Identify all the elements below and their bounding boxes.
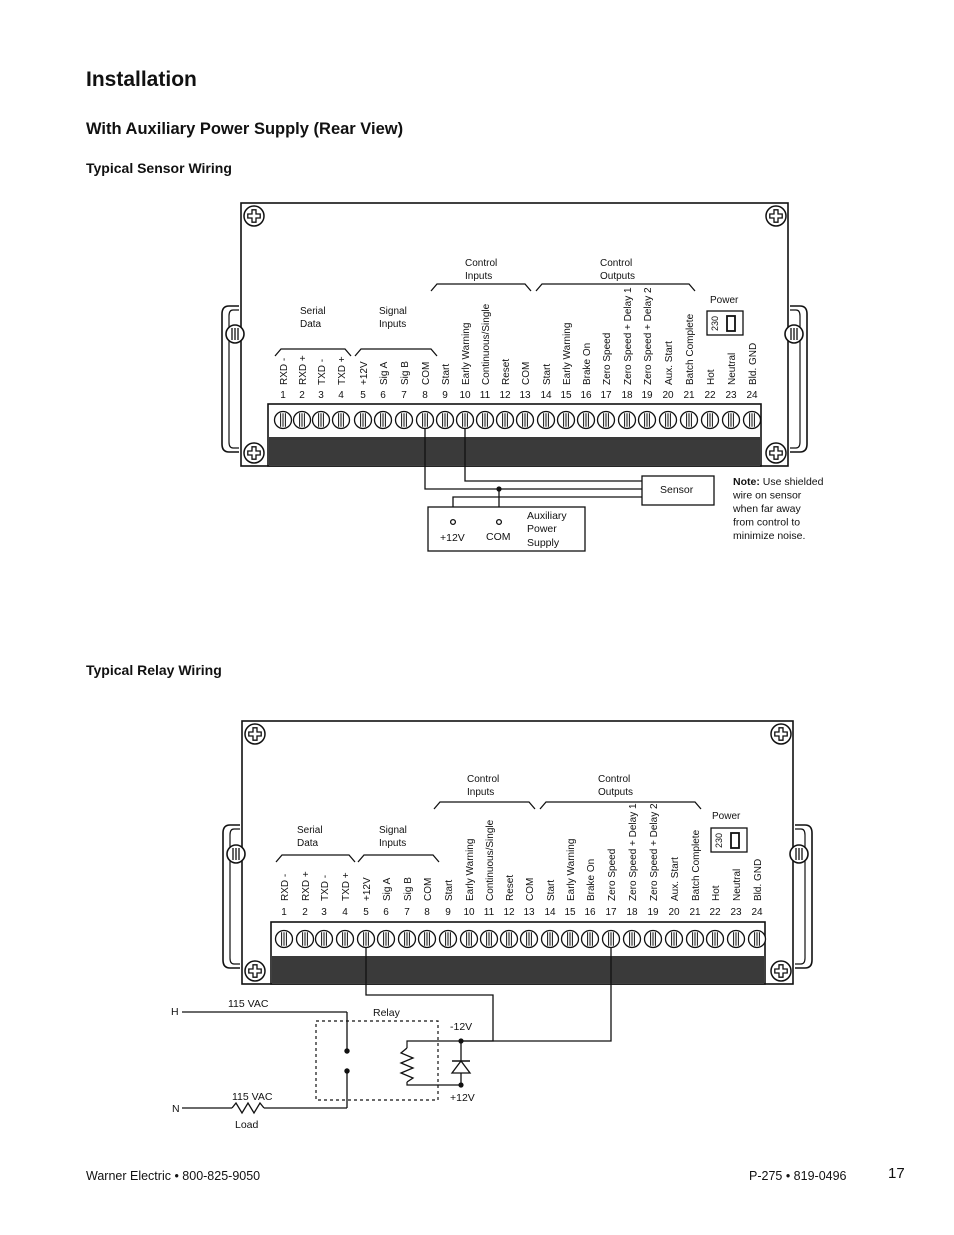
terminal-label-24: Bld. GND (748, 342, 759, 385)
terminal-number-10: 10 (463, 907, 475, 918)
terminal-number-5: 5 (363, 907, 369, 918)
terminal-label-19: Zero Speed + Delay 2 (649, 803, 660, 901)
terminal-number-18: 18 (621, 390, 633, 401)
terminal-label-16: Brake On (586, 858, 597, 901)
label-115vac-top: 115 VAC (228, 998, 269, 1010)
supply-label-supply: Supply (527, 537, 560, 549)
group-label-inputs: Inputs (379, 838, 407, 849)
terminal-label-13: COM (521, 361, 532, 385)
terminal-number-23: 23 (730, 907, 742, 918)
supply-label-auxiliary: Auxiliary (527, 510, 567, 522)
voltage-selector-label: 230 (714, 832, 724, 848)
terminal-number-19: 19 (641, 390, 653, 401)
page-subtitle: With Auxiliary Power Supply (Rear View) (86, 120, 404, 138)
terminal-block-base (272, 956, 764, 983)
terminal-number-5: 5 (360, 390, 366, 401)
terminal-number-13: 13 (523, 907, 535, 918)
terminal-number-11: 11 (483, 907, 495, 918)
terminal-label-15: Early Warning (562, 322, 573, 385)
terminal-label-14: Start (546, 879, 557, 901)
group-label-control-in: Control (465, 258, 498, 269)
terminal-number-4: 4 (342, 907, 348, 918)
terminal-number-24: 24 (751, 907, 763, 918)
terminal-label-2: RXD + (298, 355, 309, 385)
terminal-label-12: Reset (501, 358, 512, 385)
group-label-control-outputs: Outputs (600, 271, 636, 282)
junction-plus12 (458, 1082, 463, 1087)
label-plus12: +12V (450, 1092, 475, 1104)
terminal-label-5: +12V (359, 361, 370, 385)
group-label-control-outputs: Outputs (598, 787, 634, 798)
terminal-label-17: Zero Speed (607, 848, 618, 901)
terminal-label-8: COM (423, 877, 434, 901)
page-number: 17 (888, 1165, 905, 1182)
terminal-label-11: Continuous/Single (481, 303, 492, 385)
terminal-label-1: RXD - (280, 873, 291, 901)
terminal-number-9: 9 (442, 390, 448, 401)
group-label-control-in: Control (467, 774, 500, 785)
group-label-control-inputs: Inputs (467, 787, 495, 798)
terminal-label-17: Zero Speed (602, 332, 613, 385)
terminal-label-10: Early Warning (461, 322, 472, 385)
terminal-number-8: 8 (424, 907, 430, 918)
terminal-label-23: Neutral (732, 868, 743, 901)
terminal-label-3: TXD - (320, 874, 331, 901)
label-115vac-bottom: 115 VAC (232, 1091, 273, 1103)
terminal-label-3: TXD - (317, 358, 328, 385)
terminal-label-7: Sig B (403, 877, 414, 901)
page-title: Installation (86, 68, 197, 91)
terminal-number-22: 22 (704, 390, 716, 401)
terminal-label-6: Sig A (379, 361, 390, 385)
footer-document-id: P-275 • 819-0496 (749, 1169, 847, 1183)
group-label-control-inputs: Inputs (465, 271, 493, 282)
terminal-label-21: Batch Complete (691, 829, 702, 901)
note-text: Use shielded (759, 476, 824, 488)
terminal-label-22: Hot (711, 885, 722, 901)
relay-label: Relay (373, 1007, 400, 1019)
terminal-number-2: 2 (299, 390, 305, 401)
terminal-label-21: Batch Complete (685, 313, 696, 385)
terminal-label-9: Start (441, 363, 452, 385)
terminal-number-6: 6 (380, 390, 386, 401)
terminal-number-21: 21 (683, 390, 695, 401)
relay-coil (401, 1048, 413, 1082)
terminal-label-4: TXD + (337, 356, 348, 385)
group-label-inputs: Inputs (379, 319, 407, 330)
label-h: H (171, 1006, 179, 1018)
load-resistor (232, 1103, 264, 1113)
note-line-5: minimize noise. (733, 530, 806, 542)
terminal-number-13: 13 (519, 390, 531, 401)
terminal-number-20: 20 (668, 907, 680, 918)
group-label-data: Data (297, 838, 319, 849)
sensor-label: Sensor (660, 484, 694, 496)
terminal-number-19: 19 (647, 907, 659, 918)
terminal-label-4: TXD + (341, 872, 352, 901)
note-line-2: wire on sensor (733, 489, 802, 502)
label-minus12: -12V (450, 1021, 473, 1033)
supply-label-power: Power (527, 523, 557, 535)
terminal-label-10: Early Warning (465, 838, 476, 901)
terminal-label-15: Early Warning (566, 838, 577, 901)
group-label-data: Data (300, 319, 322, 330)
terminal-number-23: 23 (725, 390, 737, 401)
terminal-number-15: 15 (564, 907, 576, 918)
supply-label-com: COM (486, 531, 511, 543)
terminal-label-11: Continuous/Single (485, 819, 496, 901)
terminal-number-15: 15 (560, 390, 572, 401)
terminal-number-1: 1 (280, 390, 286, 401)
terminal-number-9: 9 (445, 907, 451, 918)
section-heading-relay: Typical Relay Wiring (86, 662, 222, 678)
terminal-label-23: Neutral (727, 352, 738, 385)
note-line-4: from control to (733, 516, 801, 529)
terminal-number-1: 1 (281, 907, 287, 918)
group-label-serial: Serial (297, 825, 323, 836)
terminal-label-14: Start (542, 363, 553, 385)
terminal-number-24: 24 (746, 390, 758, 401)
terminal-number-12: 12 (503, 907, 515, 918)
terminal-number-7: 7 (401, 390, 407, 401)
group-label-signal: Signal (379, 825, 407, 836)
terminal-label-9: Start (444, 879, 455, 901)
voltage-selector-toggle (731, 833, 739, 848)
relay-box (316, 1021, 438, 1100)
label-load: Load (235, 1119, 259, 1131)
wire-coil-bottom (407, 1082, 438, 1085)
note-line-3: when far away (733, 503, 801, 515)
terminal-label-12: Reset (505, 874, 516, 901)
terminal-number-10: 10 (459, 390, 471, 401)
terminal-number-18: 18 (626, 907, 638, 918)
terminal-number-20: 20 (662, 390, 674, 401)
terminal-label-13: COM (525, 877, 536, 901)
note-bold: Note: (733, 476, 760, 488)
section-heading-sensor: Typical Sensor Wiring (86, 160, 232, 176)
terminal-number-2: 2 (302, 907, 308, 918)
terminal-label-1: RXD - (279, 357, 290, 385)
terminal-number-14: 14 (540, 390, 552, 401)
terminal-number-22: 22 (709, 907, 721, 918)
terminal-number-21: 21 (689, 907, 701, 918)
terminal-number-17: 17 (600, 390, 612, 401)
terminal-number-11: 11 (479, 390, 491, 401)
terminal-label-19: Zero Speed + Delay 2 (643, 287, 654, 385)
terminal-label-18: Zero Speed + Delay 1 (628, 803, 639, 901)
terminal-number-3: 3 (321, 907, 327, 918)
voltage-selector-label: 230 (710, 315, 720, 331)
terminal-number-3: 3 (318, 390, 324, 401)
terminal-number-8: 8 (422, 390, 428, 401)
terminal-number-6: 6 (383, 907, 389, 918)
terminal-number-16: 16 (580, 390, 592, 401)
terminal-number-17: 17 (605, 907, 617, 918)
terminal-number-14: 14 (544, 907, 556, 918)
wire-coil-top (407, 1041, 438, 1048)
group-label-signal: Signal (379, 306, 407, 317)
terminal-number-16: 16 (584, 907, 596, 918)
terminal-label-20: Aux. Start (670, 857, 681, 901)
terminal-label-22: Hot (706, 369, 717, 385)
terminal-number-12: 12 (499, 390, 511, 401)
terminal-label-7: Sig B (400, 361, 411, 385)
terminal-number-7: 7 (404, 907, 410, 918)
group-label-serial: Serial (300, 306, 326, 317)
junction-minus12 (458, 1038, 463, 1043)
footer-company: Warner Electric • 800-825-9050 (86, 1169, 261, 1183)
terminal-number-4: 4 (338, 390, 344, 401)
relay-contact-top (344, 1048, 349, 1053)
label-n: N (172, 1103, 180, 1115)
terminal-label-20: Aux. Start (664, 341, 675, 385)
terminal-label-6: Sig A (382, 877, 393, 901)
terminal-label-16: Brake On (582, 342, 593, 385)
terminal-label-8: COM (421, 361, 432, 385)
terminal-label-2: RXD + (301, 871, 312, 901)
power-label: Power (710, 295, 739, 306)
terminal-label-5: +12V (362, 877, 373, 901)
terminal-label-18: Zero Speed + Delay 1 (623, 287, 634, 385)
supply-label-plus12: +12V (440, 532, 465, 544)
group-label-control-out: Control (600, 258, 633, 269)
power-label: Power (712, 811, 741, 822)
terminal-label-24: Bld. GND (753, 858, 764, 901)
group-label-control-out: Control (598, 774, 631, 785)
diode-symbol (452, 1061, 470, 1073)
